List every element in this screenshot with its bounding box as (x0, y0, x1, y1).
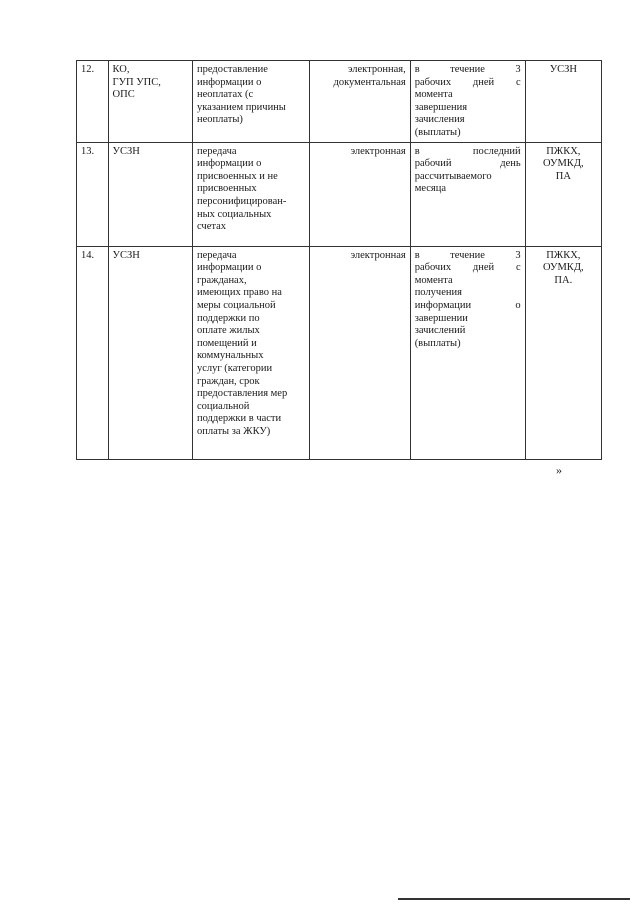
term-word: завершении (414, 312, 468, 324)
term-word: месяца (414, 183, 447, 195)
form-cell-line: документальная (333, 76, 406, 88)
term-cell (410, 246, 525, 459)
term-word: получения (414, 287, 462, 299)
content-cell-line: услуг (категории (196, 362, 273, 374)
content-cell-line: предоставления мер (196, 388, 288, 400)
recipient-cell-line: ОУМКД, (543, 262, 584, 274)
content-cell (192, 142, 309, 246)
recipient-cell-line: ПА (555, 170, 571, 182)
term-word: дней (472, 76, 495, 88)
sender-cell-line: ОПС (112, 89, 135, 101)
term-cell-line (415, 287, 521, 300)
term-word: рабочий (414, 158, 452, 170)
table-row (77, 246, 602, 459)
content-cell-line: информации о (196, 76, 262, 88)
term-word: рабочих (414, 76, 452, 88)
term-cell-line (415, 146, 521, 159)
content-cell-line: информации о (196, 262, 262, 274)
term-word: информации (414, 299, 472, 311)
term-cell-line (415, 338, 521, 351)
recipient-cell-line: ПЖКХ, (546, 145, 581, 157)
term-word: в (414, 249, 420, 261)
form-cell (309, 61, 410, 143)
sender-cell (108, 246, 192, 459)
content-cell-line: гражданах, (196, 274, 247, 286)
term-word: с (515, 76, 521, 88)
sender-cell-line: ГУП УПС, (112, 76, 161, 88)
content-cell-line: указанием причины (196, 101, 286, 113)
recipient-cell (525, 246, 601, 459)
content-cell-line: неоплаты) (196, 114, 243, 126)
term-word: последний (472, 145, 521, 157)
term-cell-line (415, 64, 521, 77)
term-cell-line (415, 313, 521, 326)
content-cell-line: оплате жилых (196, 325, 260, 337)
term-cell-line (415, 183, 521, 196)
content-cell-line: информации о (196, 158, 262, 170)
content-cell-line: помещений и (196, 337, 257, 349)
term-word: рабочих (414, 262, 452, 274)
content-cell-line: неоплатах (с (196, 89, 254, 101)
term-cell (410, 142, 525, 246)
content-cell-line: оплаты за ЖКУ) (196, 425, 271, 437)
table-row (77, 61, 602, 143)
form-cell-line: электронная, (347, 64, 406, 75)
content-cell-line: имеющих право на (196, 287, 282, 299)
term-word: момента (414, 89, 453, 101)
recipient-cell-line: ПЖКХ, (546, 249, 581, 261)
term-cell-line (415, 325, 521, 338)
term-cell-line (415, 275, 521, 288)
recipient-cell (525, 142, 601, 246)
recipient-cell-line: УСЗН (549, 64, 577, 75)
term-word: о (515, 299, 521, 311)
sender-cell-line: УСЗН (112, 145, 140, 157)
term-cell-line (415, 171, 521, 184)
content-cell-line: социальной (196, 400, 250, 412)
term-cell (410, 61, 525, 143)
term-word: 3 (515, 64, 521, 75)
term-word: зачислений (414, 325, 466, 337)
term-word: завершения (414, 101, 468, 113)
recipient-cell (525, 61, 601, 143)
content-cell (192, 246, 309, 459)
term-word: в (414, 64, 420, 75)
term-cell-line (415, 127, 521, 140)
sender-cell (108, 61, 192, 143)
closing-quote-mark: » (556, 463, 562, 477)
row-number-cell: 13. (77, 142, 109, 246)
content-cell-line: поддержки по (196, 312, 260, 324)
form-cell-line: электронная (350, 145, 406, 157)
term-cell-line (415, 114, 521, 127)
content-cell-line: предоставление (196, 64, 268, 75)
term-word: 3 (515, 249, 521, 261)
term-word: (выплаты) (414, 337, 461, 349)
form-cell (309, 246, 410, 459)
bottom-rule (398, 898, 630, 900)
sender-cell-line: УСЗН (112, 249, 140, 261)
term-cell-line (415, 89, 521, 102)
term-cell-line (415, 102, 521, 115)
content-cell-line: передача (196, 249, 237, 261)
term-cell-line (415, 262, 521, 275)
content-cell-line: передача (196, 145, 237, 157)
content-cell-line: персонифицирован- (196, 195, 287, 207)
row-number-cell: 12. (77, 61, 109, 143)
term-cell-line (415, 300, 521, 313)
recipient-cell-line: ОУМКД, (543, 158, 584, 170)
term-word: момента (414, 274, 453, 286)
content-cell (192, 61, 309, 143)
term-word: течение (450, 64, 485, 75)
term-cell-line (415, 158, 521, 171)
form-cell (309, 142, 410, 246)
sender-cell-line: КО, (112, 64, 130, 75)
table-row (77, 142, 602, 246)
term-word: рассчитываемого (414, 170, 492, 182)
content-cell-line: граждан, срок (196, 375, 260, 387)
content-cell-line: поддержки в части (196, 413, 282, 425)
term-word: в (414, 145, 420, 157)
term-word: с (515, 262, 521, 274)
term-word: день (500, 158, 521, 170)
content-cell-line: присвоенных (196, 183, 257, 195)
interaction-table (76, 60, 602, 460)
term-cell-line (415, 250, 521, 263)
content-cell-line: счетах (196, 221, 226, 233)
content-cell-line: присвоенных и не (196, 170, 278, 182)
content-cell-line: меры социальной (196, 299, 276, 311)
term-cell-line (415, 77, 521, 90)
recipient-cell-line: ПА. (554, 274, 573, 286)
form-cell-line: электронная (350, 249, 406, 261)
term-word: течение (450, 249, 485, 261)
row-number-cell: 14. (77, 246, 109, 459)
term-word: зачисления (414, 114, 465, 126)
content-cell-line: ных социальных (196, 208, 272, 220)
term-word: дней (472, 262, 495, 274)
sender-cell (108, 142, 192, 246)
content-cell-line: коммунальных (196, 350, 264, 362)
term-word: (выплаты) (414, 126, 461, 138)
